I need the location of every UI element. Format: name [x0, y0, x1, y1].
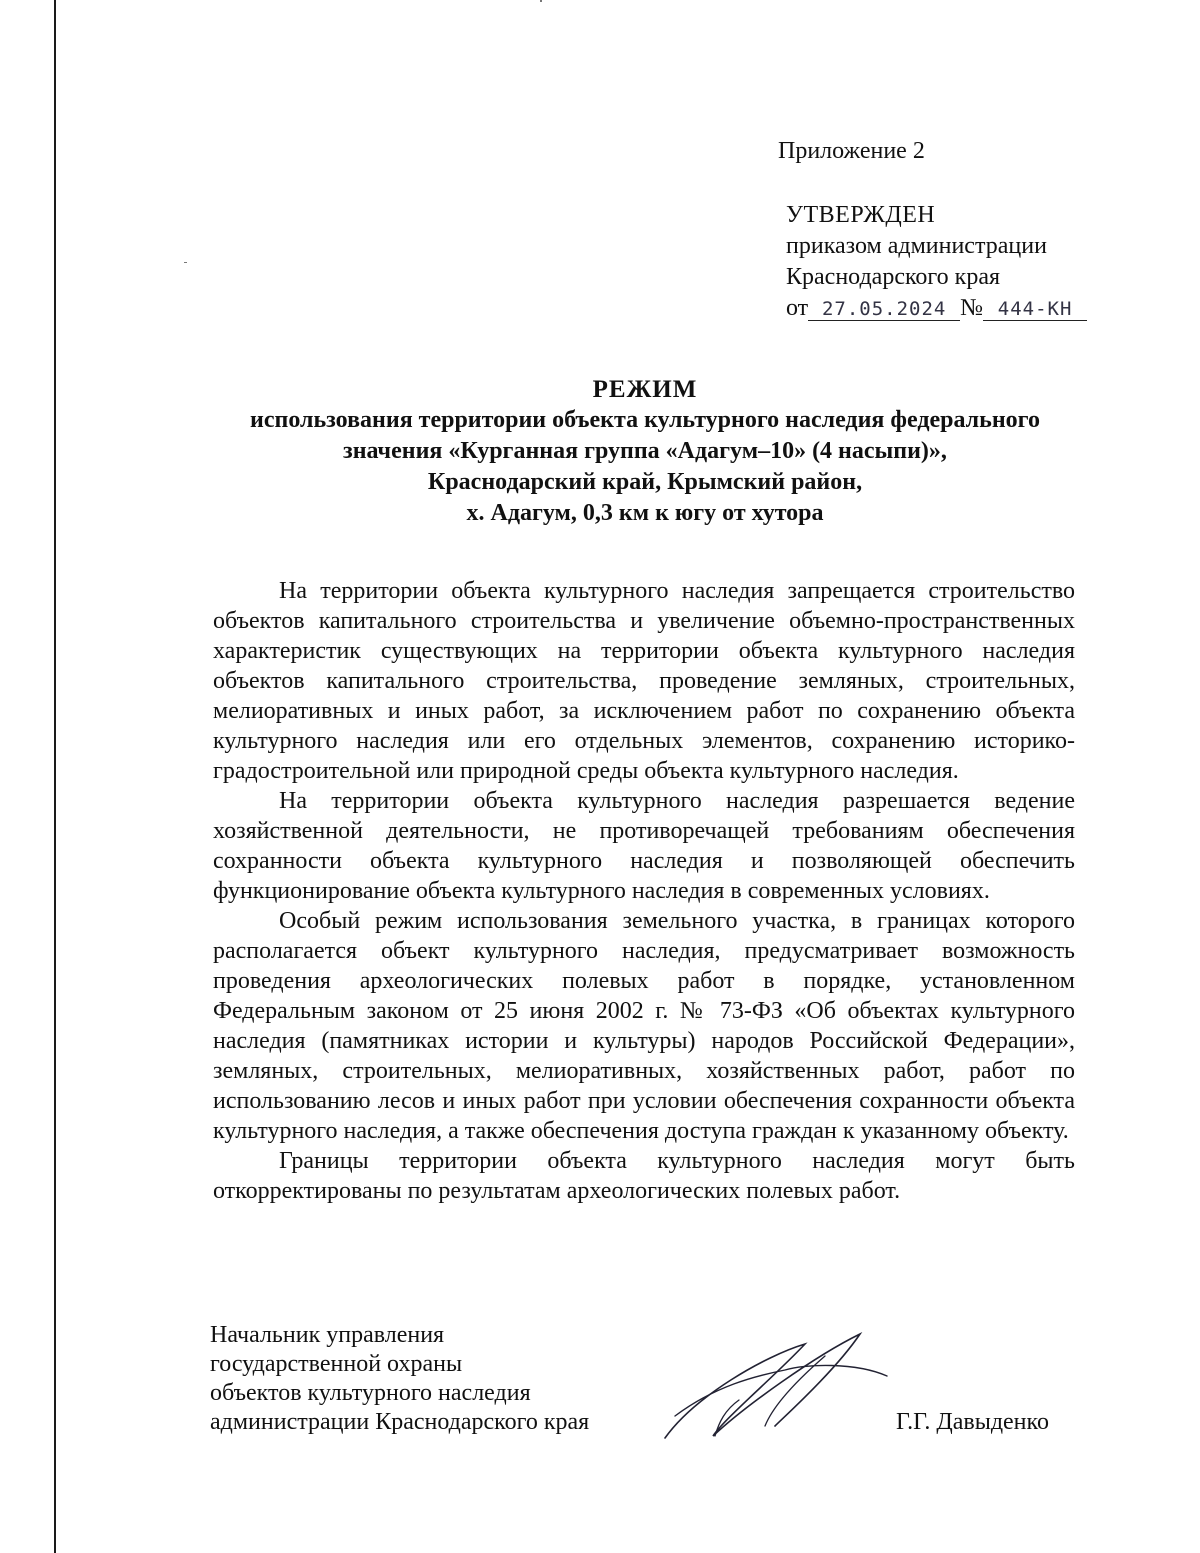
signatory-position — [210, 1321, 589, 1437]
handwritten-number: 444-КН — [983, 298, 1087, 321]
handwritten-date: 27.05.2024 — [808, 298, 960, 321]
approval-block — [778, 136, 1087, 324]
approved-by-line: приказом администрации — [786, 233, 1047, 259]
title-line-2: значения «Курганная группа «Адагум–10» (4 насыпи)», — [343, 438, 947, 464]
appendix-label: Приложение 2 — [778, 138, 925, 164]
paragraph-permitted-activity: На территории объекта культурного наследия разрешается ведение хозяйственной деятельности, не противоречащей требованиям обеспечения сохранности объекта культурного наследия и позволяющей обеспечить функционирование объекта культурного наследия в современных условиях. — [213, 788, 1075, 904]
approved-heading: УТВЕРЖДЕН — [786, 202, 936, 228]
page-left-edge — [54, 0, 56, 1553]
paragraph-boundaries: Границы территории объекта культурного наследия могут быть откорректированы по результатам археологических полевых работ. — [213, 1148, 1075, 1204]
signatory-line-3: объектов культурного наследия — [210, 1380, 531, 1406]
signatory-line-2: государственной охраны — [210, 1351, 463, 1377]
scan-speck — [184, 262, 187, 263]
title-line-4: х. Адагум, 0,3 км к югу от хутора — [466, 500, 824, 526]
title-line-1: использования территории объекта культурного наследия федерального — [250, 407, 1040, 433]
handwritten-signature-icon — [655, 1326, 895, 1448]
number-prefix: № — [960, 295, 984, 321]
document-title — [200, 374, 1090, 529]
signatory-line-4: администрации Краснодарского края — [210, 1409, 590, 1435]
approval-date-number — [786, 293, 1087, 324]
title-line-3: Краснодарский край, Крымский район, — [427, 469, 863, 495]
signatory-line-1: Начальник управления — [210, 1322, 445, 1348]
paragraph-special-regime: Особый режим использования земельного участка, в границах которого располагается объект культурного наследия, предусматривает возможность проведения археологических полевых работ в порядке, установленном Федеральным законом от 25 июня 2002 г. № 73-ФЗ «Об объектах культурного наследия (памятниках истории и культуры) народов Российской Федерации», земляных, строительных, мелиоративных, хозяйственных работ, работ по использованию лесов и иных работ при условии обеспечения сохранности объекта культурного наследия, а также обеспечения доступа граждан к указанному объекту. — [213, 908, 1075, 1144]
document-body — [213, 576, 1075, 1206]
approved-by-region: Краснодарского края — [786, 264, 1001, 290]
date-prefix: от — [786, 295, 809, 321]
signer-name: Г.Г. Давыденко — [896, 1409, 1049, 1435]
title-main: РЕЖИМ — [592, 376, 698, 403]
scan-speck — [540, 0, 542, 2]
paragraph-prohibitions: На территории объекта культурного наследия запрещается строительство объектов капитального строительства и увеличение объемно-пространственных характеристик существующих на территории объекта культурного наследия объектов капитального строительства, проведение земляных, строительных, мелиоративных и иных работ, за исключением работ по сохранению объекта культурного наследия или его отдельных элементов, сохранению историко-градостроительной или природной среды объекта культурного наследия. — [213, 578, 1075, 784]
